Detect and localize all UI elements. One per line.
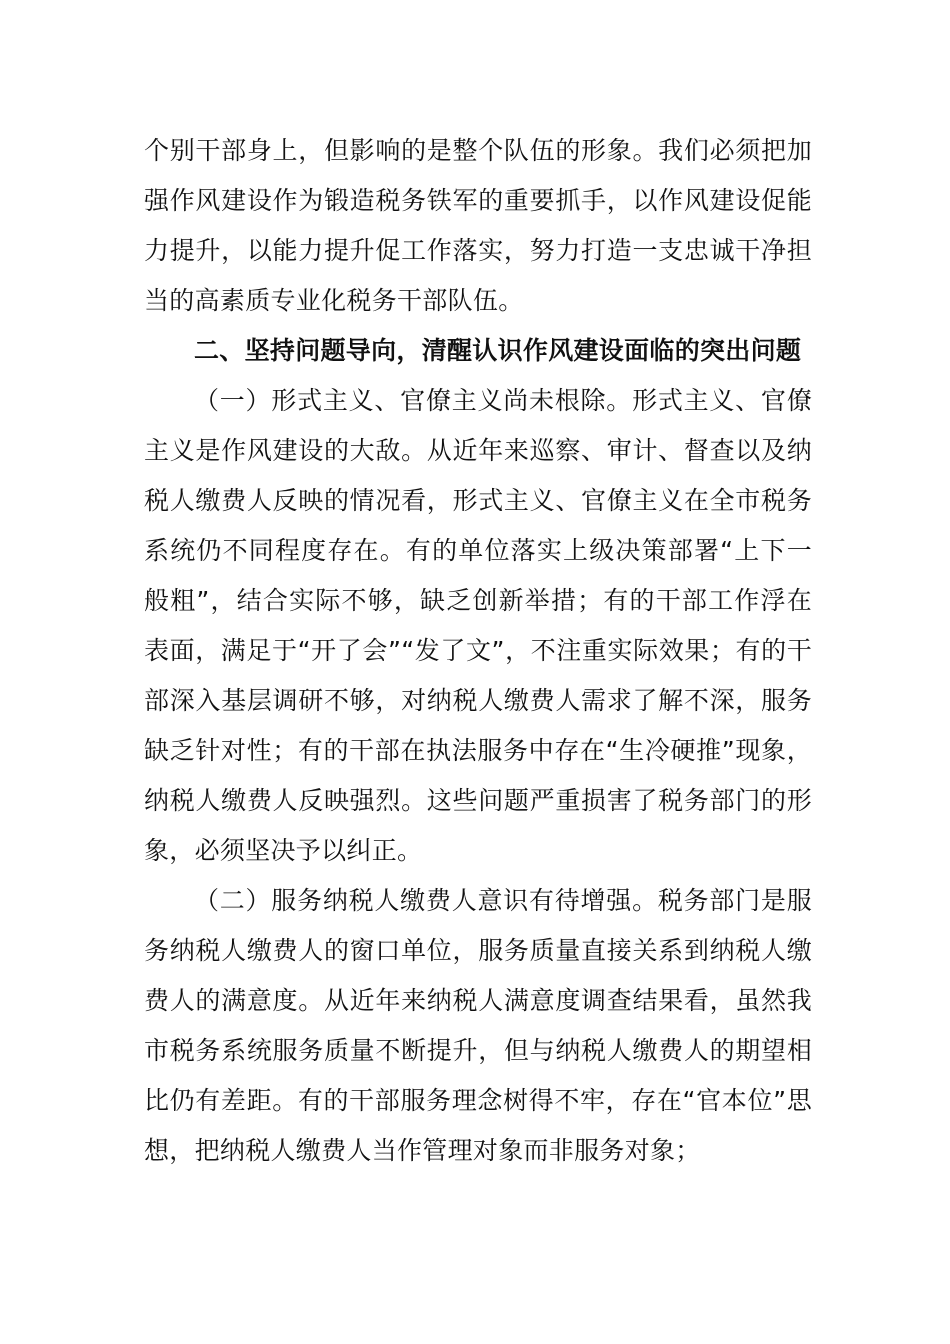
body-paragraph-1: 个别干部身上，但影响的是整个队伍的形象。我们必须把加强作风建设作为锻造税务铁军的重要抓手，以作风建设促能力提升，以能力提升促工作落实，努力打造一支忠诚干净担当的高素质专业化税务干部队伍。 xyxy=(144,136,812,315)
section-heading: 二、坚持问题导向，清醒认识作风建设面临的突出问题 xyxy=(194,336,802,365)
document-body xyxy=(144,126,812,1176)
body-paragraph-2: （一）形式主义、官僚主义尚未根除。形式主义、官僚主义是作风建设的大敌。从近年来巡察、审计、督查以及纳税人缴费人反映的情况看，形式主义、官僚主义在全市税务系统仍不同程度存在。有的单位落实上级决策部署“上下一般粗”，结合实际不够，缺乏创新举措；有的干部工作浮在表面，满足于“开了会”“发了文”，不注重实际效果；有的干部深入基层调研不够，对纳税人缴费人需求了解不深，服务缺乏针对性；有的干部在执法服务中存在“生冷硬推”现象，纳税人缴费人反映强烈。这些问题严重损害了税务部门的形象，必须坚决予以纠正。 xyxy=(144,386,812,865)
body-paragraph-3: （二）服务纳税人缴费人意识有待增强。税务部门是服务纳税人缴费人的窗口单位，服务质量直接关系到纳税人缴费人的满意度。从近年来纳税人满意度调查结果看，虽然我市税务系统服务质量不断提升，但与纳税人缴费人的期望相比仍有差距。有的干部服务理念树得不牢，存在“官本位”思想，把纳税人缴费人当作管理对象而非服务对象； xyxy=(144,886,812,1165)
